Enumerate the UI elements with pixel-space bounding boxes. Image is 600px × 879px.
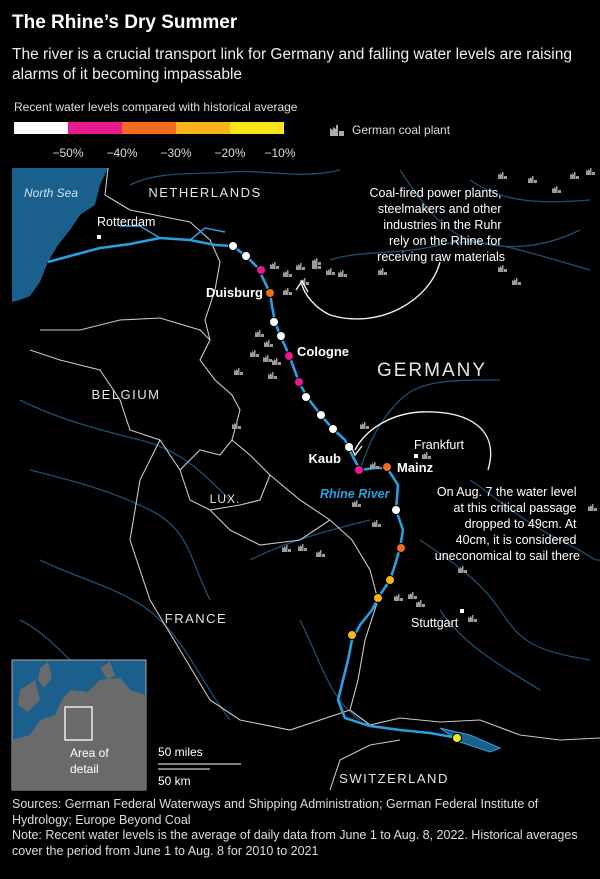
gauge-station	[355, 466, 364, 475]
legend-color-bar	[14, 122, 284, 134]
legend-tick-4: −20%	[214, 146, 246, 160]
rhine-map	[0, 162, 600, 792]
country-label-netherlands: NETHERLANDS	[148, 185, 262, 200]
river-label: Rhine River	[320, 487, 390, 501]
legend-bin-5	[230, 122, 284, 134]
inset-locator-map	[12, 660, 146, 790]
tributaries	[20, 170, 600, 720]
legend-bin-2	[68, 122, 122, 134]
gauge-station	[277, 332, 286, 341]
factory-icon	[330, 125, 344, 136]
city-label-stuttgart: Stuttgart	[411, 616, 459, 630]
chart-subtitle: The river is a crucial transport link for Germany and falling water levels are raising alarms of it becoming impassable	[12, 46, 572, 83]
ruhr-arrow	[302, 262, 440, 319]
gauge-station	[242, 252, 251, 261]
gauge-station	[329, 425, 338, 434]
legend-tick-5: −10%	[264, 146, 296, 160]
gauge-station	[397, 544, 406, 553]
gauge-station	[386, 576, 395, 585]
country-label-france: FRANCE	[164, 611, 228, 626]
note-text: Note: Recent water levels is the average of daily data from June 1 to Aug. 8, 2022. Historical averages cover the period from June 1 to Aug. 8 for 2010 to 2021	[12, 828, 578, 858]
plant-legend	[330, 123, 450, 137]
gauge-station	[266, 289, 275, 298]
gauge-station	[348, 631, 357, 640]
gauge-station	[229, 242, 238, 251]
country-label-belgium: BELGIUM	[91, 387, 161, 402]
legend-tick-1: −50%	[52, 146, 84, 160]
city-label-mainz: Mainz	[397, 460, 434, 475]
scale-bar	[158, 745, 241, 788]
legend-bin-3	[122, 122, 176, 134]
chart-title: The Rhine’s Dry Summer	[12, 12, 238, 33]
gauge-station	[453, 734, 462, 743]
gauge-station	[383, 463, 392, 472]
legend-tick-2: −40%	[106, 146, 138, 160]
legend-tick-3: −30%	[160, 146, 192, 160]
city-marker-frankfurt	[414, 454, 418, 458]
gauge-station	[270, 318, 279, 327]
gauge-station	[392, 506, 401, 515]
footer	[12, 797, 592, 859]
gauge-station	[285, 352, 294, 361]
ruhr-annotation: Coal-fired power plants, steelmakers and other industries in the Ruhr rely on the Rhine for receiving raw materials	[369, 186, 505, 264]
lake-constance	[440, 728, 500, 752]
city-label-cologne: Cologne	[297, 344, 349, 359]
city-label-frankfurt: Frankfurt	[414, 438, 465, 452]
city-label-rotterdam: Rotterdam	[97, 215, 156, 229]
country-label-germany: GERMANY	[376, 360, 488, 381]
scale-km-label: 50 km	[158, 774, 191, 788]
gauge-station	[257, 266, 266, 275]
gauge-station	[295, 378, 304, 387]
kaub-annotation: On Aug. 7 the water level at this critical passage dropped to 49cm. At 40cm, it is considered uneconomical to sail there	[434, 485, 580, 563]
country-label-lux: LUX.	[209, 492, 241, 506]
scale-miles-label: 50 miles	[158, 745, 203, 759]
gauge-station	[302, 393, 311, 402]
svg-text:Area of detail: Area of detail	[70, 746, 109, 776]
sources-text: Sources: German Federal Waterways and Shipping Administration; German Federal Institute of Hydrology; Europe Beyond Coal	[12, 797, 539, 827]
gauge-station	[374, 594, 383, 603]
city-label-kaub: Kaub	[308, 451, 341, 466]
city-label-duisburg: Duisburg	[205, 285, 263, 300]
plant-legend-label: German coal plant	[352, 123, 451, 137]
gauge-station	[317, 411, 326, 420]
north-sea-label: North Sea	[23, 186, 79, 200]
legend-bin-4	[176, 122, 230, 134]
legend-title: Recent water levels compared with historical average	[14, 100, 298, 114]
country-label-switzerland: SWITZERLAND	[339, 771, 449, 786]
city-marker-rotterdam	[97, 235, 101, 239]
legend-bin-1	[14, 122, 68, 134]
city-marker-stuttgart	[460, 609, 464, 613]
